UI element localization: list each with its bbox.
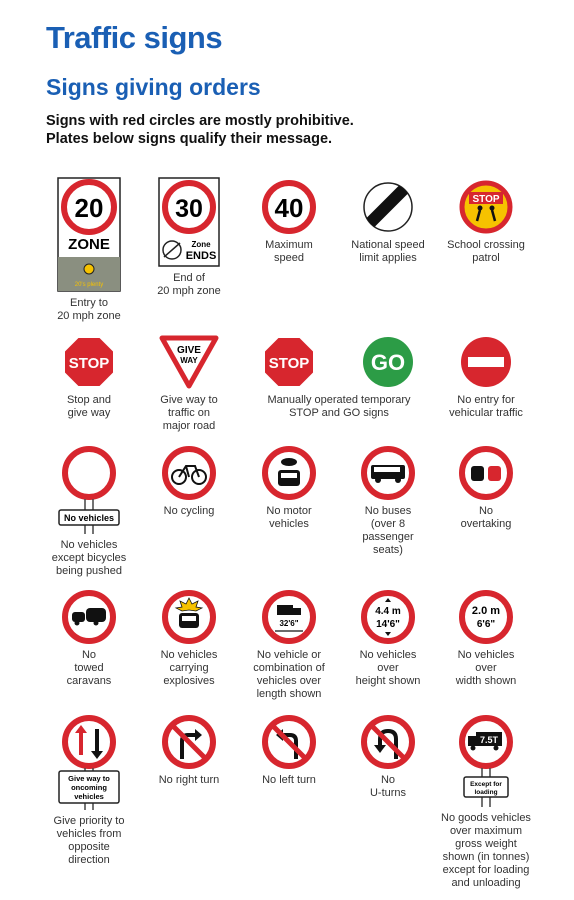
no-explosives-icon (162, 590, 216, 644)
speed-value: 30 (175, 195, 203, 223)
sign-caption: No vehicles over height shown (355, 649, 421, 687)
sign-no-left-turn (234, 715, 344, 787)
sign-caption: Stop and give way (66, 394, 112, 419)
sign-40-limit (234, 180, 344, 265)
sign-no-buses (333, 446, 443, 557)
sign-no-explosives (134, 590, 244, 688)
way-label: WAY (180, 356, 198, 365)
width-limit-icon (459, 590, 513, 644)
sign-caption: No vehicles except bicycles being pushed (51, 539, 127, 577)
sign-caption: No goods vehicles over maximum gross weight shown (in tonnes) except for loading and unloading (441, 812, 531, 889)
weight-value: 7.5T (479, 735, 499, 745)
sign-length-limit (234, 590, 344, 701)
page-title: Traffic signs (46, 20, 223, 55)
no-right-turn-icon (162, 715, 216, 769)
goods-weight-limit-icon (454, 715, 518, 807)
sign-width-limit (431, 590, 541, 688)
sign-caption: No overtaking (460, 505, 512, 530)
sign-no-cycling (134, 446, 244, 518)
zone-label: ZONE (68, 236, 110, 253)
sign-give-priority (34, 715, 144, 867)
no-u-turn-icon (361, 715, 415, 769)
plate-line-2: oncoming (71, 783, 107, 792)
give-label: GIVE (177, 345, 201, 356)
sign-no-entry (431, 335, 541, 420)
give-way-triangle-icon (159, 335, 219, 389)
priority-oncoming-sign-icon (57, 715, 121, 810)
sign-caption: Maximum speed (265, 239, 313, 264)
slogan-text: 20's plenty (74, 282, 104, 288)
twenty-zone-sign-icon (57, 177, 121, 292)
no-entry-icon (459, 335, 513, 389)
go-label: GO (370, 350, 406, 375)
plate-text: No vehicles (63, 513, 115, 523)
plate-line-1: Except for (470, 781, 502, 788)
sign-no-vehicles (34, 446, 144, 578)
intro-text (46, 112, 354, 148)
national-speed-limit-icon (361, 180, 415, 234)
sign-end-20-zone (134, 177, 244, 298)
sign-national-speed (333, 180, 443, 265)
sign-goods-weight (431, 715, 541, 890)
height-limit-icon (361, 590, 415, 644)
zone-label: Zone (191, 240, 211, 249)
length-value: 32'6" (279, 619, 299, 628)
section-subtitle: Signs giving orders (46, 74, 261, 100)
sign-caption: No motor vehicles (266, 505, 312, 530)
sign-height-limit (333, 590, 443, 688)
zone-ends-sign-icon (158, 177, 220, 267)
sign-caption: No cycling (163, 505, 215, 517)
sign-stop (34, 335, 144, 420)
ends-label: ENDS (185, 250, 217, 262)
sign-no-overtaking (431, 446, 541, 531)
sign-caption: No vehicles over width shown (455, 649, 517, 687)
sign-caption: No U-turns (369, 774, 407, 799)
width-imperial: 6'6" (476, 619, 496, 630)
sign-caption: Entry to 20 mph zone (57, 297, 121, 322)
sign-caption: End of 20 mph zone (157, 272, 221, 297)
school-crossing-patrol-icon (459, 180, 513, 234)
plate-line-1: Give way to (68, 774, 110, 783)
sign-caption: No towed caravans (66, 649, 112, 687)
no-motor-vehicles-icon (262, 446, 316, 500)
length-limit-icon (262, 590, 316, 644)
stop-octagon-icon (62, 335, 116, 389)
sign-school-patrol (431, 180, 541, 265)
no-buses-icon (361, 446, 415, 500)
speed-value: 20 (74, 193, 104, 223)
stop-go-signs-icon (259, 335, 419, 389)
sign-caption: National speed limit applies (351, 239, 425, 264)
sign-stop-go (259, 335, 419, 420)
sign-caption: Manually operated temporary STOP and GO signs (267, 394, 411, 419)
sign-caption: No vehicle or combination of vehicles over length shown (253, 649, 325, 700)
height-metric: 4.4 m (375, 606, 401, 617)
no-left-turn-icon (262, 715, 316, 769)
sign-no-right-turn (134, 715, 244, 787)
sign-caption: No vehicles carrying explosives (160, 649, 218, 687)
plate-line-3: vehicles (74, 792, 104, 801)
sign-no-u-turns (333, 715, 443, 800)
speed-value: 40 (274, 193, 304, 223)
sign-caption: No buses (over 8 passenger seats) (362, 505, 414, 556)
width-metric: 2.0 m (471, 605, 501, 617)
sign-give-way (134, 335, 244, 433)
stop-label: STOP (268, 355, 310, 372)
no-towed-caravans-icon (62, 590, 116, 644)
sign-no-caravans (34, 590, 144, 688)
stop-label: STOP (68, 355, 110, 372)
stop-label: STOP (472, 194, 500, 205)
no-overtaking-icon (459, 446, 513, 500)
no-cycling-icon (162, 446, 216, 500)
sign-caption: No right turn (158, 774, 220, 786)
sign-20-zone (34, 177, 144, 323)
sign-caption: Give way to traffic on major road (160, 394, 218, 432)
speed-40-sign-icon (262, 180, 316, 234)
height-imperial: 14'6" (376, 619, 400, 630)
no-vehicles-sign-icon (57, 446, 121, 534)
plate-line-2: loading (474, 789, 498, 796)
sign-caption: Give priority to vehicles from opposite direction (53, 815, 125, 866)
intro-line-1: Signs with red circles are mostly prohibitive. (46, 113, 354, 129)
sign-caption: No entry for vehicular traffic (449, 394, 523, 419)
sign-caption: School crossing patrol (447, 239, 525, 264)
sign-no-motor-vehicles (234, 446, 344, 531)
sign-caption: No left turn (262, 774, 316, 786)
intro-line-2: Plates below signs qualify their message. (46, 131, 333, 147)
